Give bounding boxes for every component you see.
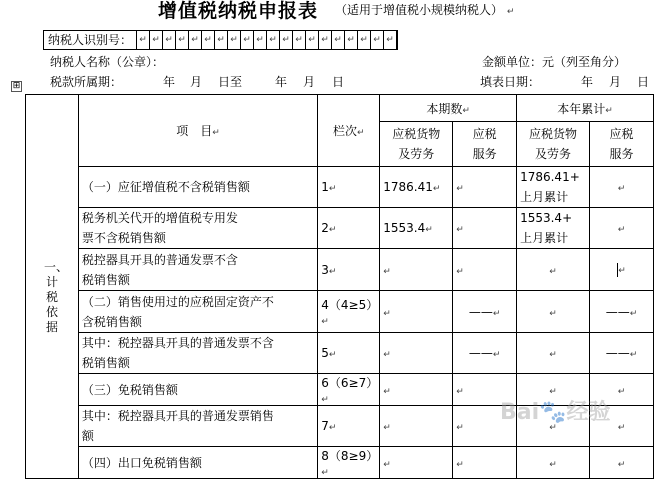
watermark: Bai🐾经验 — [500, 400, 611, 425]
cell-current-services[interactable] — [453, 249, 517, 291]
cell-current-goods[interactable]: 1786.41↵ — [380, 167, 453, 208]
table-row — [26, 333, 654, 374]
paragraph-mark-icon: ↵ — [328, 350, 337, 360]
amount-unit: 金额单位：元（列至角分） — [482, 55, 627, 69]
tin-digit-cell[interactable]: ↵ — [176, 31, 189, 49]
row-line-no: 5↵ — [318, 333, 380, 374]
table-row — [26, 249, 654, 291]
tin-digit-cell[interactable]: ↵ — [228, 31, 241, 49]
row-label — [78, 406, 317, 447]
taxpayer-name-label: 纳税人名称（公章）： — [50, 55, 165, 69]
cell-current-goods[interactable] — [380, 291, 453, 333]
paragraph-mark-icon: ↵ — [321, 317, 329, 327]
cell-year-goods[interactable]: 1553.4+ 上月累计 — [517, 208, 590, 249]
tin-label: 纳税人识别号： — [44, 31, 137, 49]
col-header-item: 项 目↵ — [78, 95, 317, 167]
tin-digit-cell[interactable]: ↵ — [202, 31, 215, 49]
paragraph-mark-icon: ↵ — [617, 225, 626, 235]
cell-year-services[interactable] — [590, 208, 654, 249]
paragraph-mark-icon: ↵ — [549, 423, 557, 433]
cell-year-services[interactable]: ——↵ — [590, 291, 654, 333]
paragraph-mark-icon: ↵ — [328, 266, 337, 277]
table-row — [26, 447, 654, 479]
cell-current-goods[interactable] — [380, 406, 453, 447]
col-header-current-period: 本期数↵ — [380, 95, 517, 122]
row-line-no: 7↵ — [318, 406, 380, 447]
paragraph-mark-icon: ↵ — [328, 184, 337, 194]
paragraph-mark-icon: ↵ — [383, 266, 391, 277]
row-label — [78, 333, 317, 374]
cell-current-goods[interactable] — [380, 374, 453, 406]
period-month-from: 月 — [190, 75, 203, 89]
paragraph-mark-icon: ↵ — [617, 459, 626, 470]
cell-current-services[interactable]: ——↵ — [453, 333, 517, 374]
row-label-line: 其中：税控器具开具的普通发票不含 — [81, 336, 274, 350]
paragraph-mark-icon: ↵ — [383, 423, 391, 433]
paragraph-mark-icon: ↵ — [492, 350, 501, 360]
tin-digit-cell[interactable]: ↵ — [371, 31, 384, 49]
row-line-no: 1↵ — [318, 167, 380, 208]
row-label-line: 税销售额 — [81, 356, 130, 370]
cell-year-goods[interactable] — [517, 291, 590, 333]
col-header-year-total: 本年累计↵ — [517, 95, 654, 122]
row-label-line: 税务机关代开的增值税专用发 — [81, 211, 238, 225]
row-label-line: 其中：税控器具开具的普通发票销售 — [81, 409, 274, 423]
paragraph-mark-icon: ↵ — [618, 266, 626, 277]
col-header-line-no: 栏次↵ — [318, 95, 380, 167]
row-label — [78, 167, 317, 208]
row-label-line: 税控器具开具的普通发票不含 — [81, 252, 238, 267]
row-line-no: 2↵ — [318, 208, 380, 249]
row-label — [78, 249, 317, 291]
paragraph-mark-icon: ↵ — [456, 266, 464, 277]
side-label — [26, 94, 78, 458]
tin-digit-cell[interactable]: ↵ — [358, 31, 371, 49]
paragraph-mark-icon: ↵ — [492, 308, 501, 319]
cell-year-goods[interactable] — [517, 333, 590, 374]
tin-digit-cell[interactable]: ↵ — [293, 31, 306, 49]
paragraph-mark-icon: ↵ — [456, 184, 464, 194]
paragraph-mark-icon: ↵ — [321, 395, 329, 405]
subtitle-text: （适用于增值税小规模纳税人） — [335, 3, 504, 17]
paragraph-mark-icon: ↵ — [617, 386, 626, 397]
cell-current-goods[interactable] — [380, 447, 453, 479]
fill-month: 月 — [609, 75, 622, 89]
tin-digit-cell[interactable]: ↵ — [163, 31, 176, 49]
cell-current-goods[interactable] — [380, 333, 453, 374]
cell-current-services[interactable] — [453, 167, 517, 208]
paragraph-mark-icon: ↵ — [321, 468, 329, 478]
paragraph-mark-icon: ↵ — [617, 423, 626, 433]
row-label-line: 额 — [81, 429, 94, 443]
table-row — [26, 208, 654, 249]
paragraph-mark-icon: ↵ — [549, 350, 557, 360]
paragraph-mark-icon: ↵ — [383, 386, 391, 397]
paragraph-mark-icon: ↵ — [456, 225, 464, 235]
row-label — [78, 291, 317, 333]
paragraph-mark-icon: ↵ — [549, 386, 557, 397]
row-label-line: （一）应征增值税不含税销售额 — [81, 180, 250, 194]
row-label-line: （四）出口免税销售额 — [81, 455, 202, 470]
cell-year-services[interactable] — [590, 167, 654, 208]
cell-year-services[interactable] — [590, 249, 654, 291]
tin-digit-cell[interactable]: ↵ — [306, 31, 319, 49]
fill-day: 日 — [637, 75, 650, 89]
form-title: 增值税纳税申报表 — [158, 0, 319, 22]
fill-year: 年 — [581, 75, 594, 89]
tin-digit-cell[interactable]: ↵ — [345, 31, 358, 49]
tin-digit-cell[interactable]: ↵ — [254, 31, 267, 49]
period-month-to: 月 — [303, 75, 316, 89]
paragraph-mark-icon: ↵ — [629, 308, 638, 319]
paragraph-mark-icon: ↵ — [549, 266, 557, 277]
row-label-line: 含税销售额 — [81, 314, 142, 329]
tin-digit-cell[interactable]: ↵ — [267, 31, 280, 49]
row-label-line: （二）销售使用过的应税固定资产不 — [81, 294, 274, 309]
paragraph-mark-icon: ↵ — [328, 225, 337, 235]
tin-digit-cell[interactable]: ↵ — [241, 31, 254, 49]
row-label — [78, 447, 317, 479]
paragraph-mark-icon: ↵ — [383, 308, 391, 319]
cell-current-goods[interactable] — [380, 249, 453, 291]
paragraph-mark-icon: ↵ — [456, 459, 464, 470]
expand-table-icon[interactable]: ⊞ — [12, 81, 21, 91]
cell-year-services[interactable]: ——↵ — [590, 333, 654, 374]
row-label-line: 票不含税销售额 — [81, 231, 166, 245]
row-label-line: 税销售额 — [81, 272, 130, 287]
row-label — [78, 374, 317, 406]
col-header-goods-labor-year: 应税货物 及劳务 — [517, 122, 590, 167]
row-line-no: 3↵ — [318, 249, 380, 291]
table-row — [26, 167, 654, 208]
cell-year-goods[interactable]: 1786.41+ 上月累计 — [517, 167, 590, 208]
period-year-to: 年 — [275, 75, 288, 89]
table-row — [26, 291, 654, 333]
col-header-services: 应税 服务 — [453, 122, 517, 167]
paragraph-mark-icon: ↵ — [617, 184, 626, 194]
cell-current-services[interactable] — [453, 447, 517, 479]
cell-year-services[interactable] — [590, 447, 654, 479]
tin-digit-cell[interactable]: ↵ — [137, 31, 150, 49]
cell-current-services[interactable] — [453, 208, 517, 249]
paragraph-mark-icon: ↵ — [549, 308, 557, 319]
paragraph-mark-icon: ↵ — [432, 184, 441, 194]
row-line-no: 8（8≥9）↵ — [318, 447, 380, 479]
period-day-to: 日 — [332, 75, 345, 89]
tin-digit-cell[interactable]: ↵ — [189, 31, 202, 49]
cell-year-goods[interactable] — [517, 447, 590, 479]
col-header-services-year: 应税 服务 — [590, 122, 654, 167]
paragraph-mark-icon: ↵ — [328, 423, 337, 433]
form-subtitle — [335, 1, 514, 18]
cell-year-goods[interactable] — [517, 249, 590, 291]
tin-digit-cell[interactable]: ↵ — [150, 31, 163, 49]
tin-digit-cell[interactable]: ↵ — [332, 31, 345, 49]
paragraph-mark-icon: ↵ — [383, 350, 391, 360]
period-year-from: 年 — [163, 75, 176, 89]
paragraph-mark-icon: ↵ — [629, 350, 638, 360]
paragraph-mark-icon: ↵ — [425, 225, 433, 235]
tin-field[interactable] — [43, 30, 398, 50]
row-line-no: 6（6≥7）↵ — [318, 374, 380, 406]
fill-date-label: 填表日期： — [480, 75, 541, 89]
tin-digit-cell[interactable]: ↵ — [280, 31, 293, 49]
cell-current-services[interactable]: ——↵ — [453, 291, 517, 333]
row-label-line: （三）免税销售额 — [81, 382, 178, 397]
paragraph-mark-icon: ↵ — [456, 423, 464, 433]
tin-digit-cell[interactable]: ↵ — [215, 31, 228, 49]
col-header-goods-labor: 应税货物 及劳务 — [380, 122, 453, 167]
tin-digit-cell[interactable]: ↵ — [319, 31, 332, 49]
side-label-text: 一、计税依据 — [44, 260, 69, 334]
tin-digit-cell[interactable]: ↵ — [384, 31, 397, 49]
period-day-from: 日至 — [218, 75, 243, 89]
paragraph-mark-icon: ↵ — [456, 386, 464, 397]
paragraph-mark-icon: ↵ — [506, 7, 515, 17]
period-label: 税款所属期： — [50, 75, 123, 89]
row-label — [78, 208, 317, 249]
paragraph-mark-icon: ↵ — [549, 459, 557, 470]
cell-current-goods[interactable]: 1553.4↵ — [380, 208, 453, 249]
paragraph-mark-icon: ↵ — [383, 459, 391, 470]
row-line-no: 4（4≥5）↵ — [318, 291, 380, 333]
